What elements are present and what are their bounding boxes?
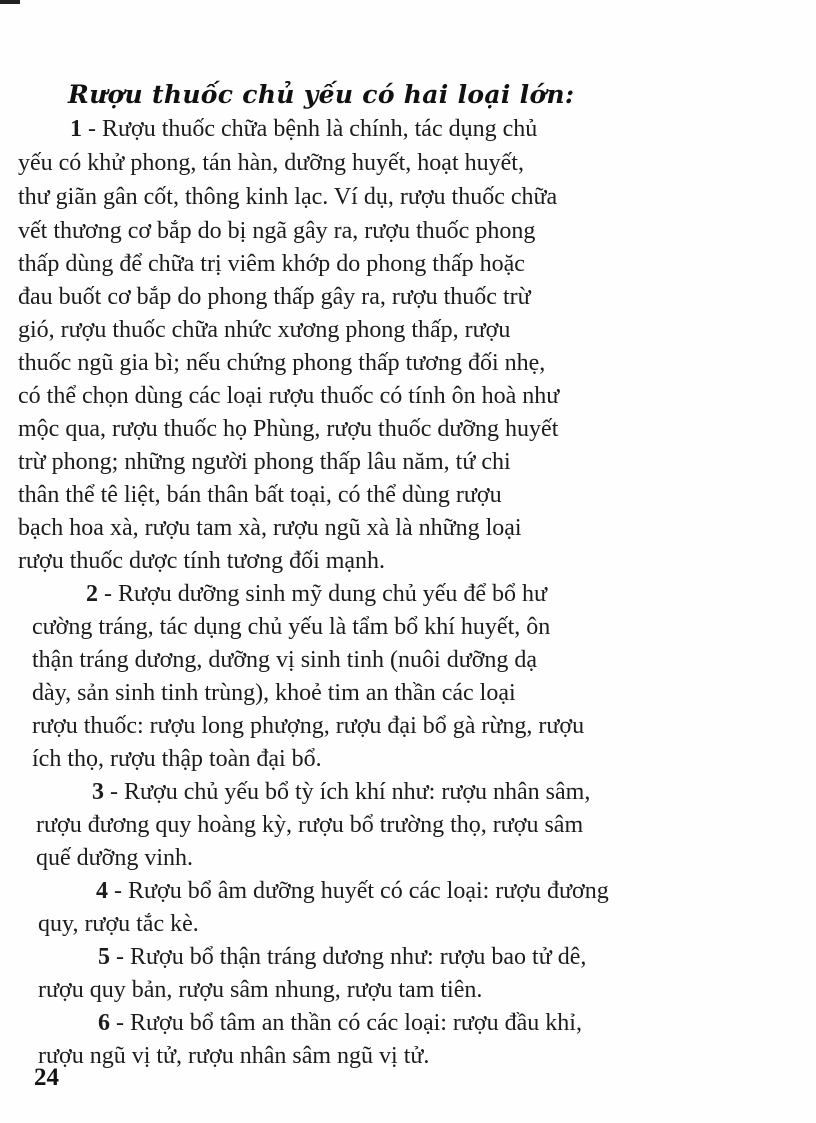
paragraph-line xyxy=(18,480,698,510)
line-text: - Rượu thuốc chữa bệnh là chính, tác dụng chủ xyxy=(82,116,538,142)
paragraph-line xyxy=(18,546,698,576)
paragraph-line xyxy=(18,513,698,543)
line-text: ích thọ, rượu thập toàn đại bổ. xyxy=(32,746,322,772)
item-number: 6 xyxy=(98,1010,110,1036)
item-number: 5 xyxy=(98,944,110,970)
line-text: gió, rượu thuốc chữa nhức xương phong thấp, rượu xyxy=(18,317,511,343)
paragraph-line xyxy=(18,381,698,411)
line-text: vết thương cơ bắp do bị ngã gây ra, rượu thuốc phong xyxy=(18,218,536,244)
scan-corner-mark xyxy=(0,0,20,4)
line-text: - Rượu bổ âm dưỡng huyết có các loại: rượu đương xyxy=(108,878,609,904)
paragraph-line xyxy=(32,711,712,741)
paragraph-line xyxy=(18,216,698,246)
line-text: yếu có khử phong, tán hàn, dưỡng huyết, hoạt huyết, xyxy=(18,150,524,176)
paragraph-line xyxy=(18,148,698,178)
paragraph-line xyxy=(38,975,718,1005)
line-text: - Rượu chủ yếu bổ tỳ ích khí như: rượu nhân sâm, xyxy=(104,779,591,805)
line-text: dày, sản sinh tinh trùng), khoẻ tim an thần các loại xyxy=(32,680,516,706)
paragraph-line xyxy=(86,579,766,609)
line-text: trừ phong; những người phong thấp lâu năm, tứ chi xyxy=(18,449,511,475)
line-text: thân thể tê liệt, bán thân bất toại, có thể dùng rượu xyxy=(18,482,502,508)
paragraph-line xyxy=(32,612,712,642)
line-text: bạch hoa xà, rượu tam xà, rượu ngũ xà là những loại xyxy=(18,515,522,541)
line-text: mộc qua, rượu thuốc họ Phùng, rượu thuốc dưỡng huyết xyxy=(18,416,559,442)
item-number: 3 xyxy=(92,779,104,805)
line-text: rượu thuốc dược tính tương đối mạnh. xyxy=(18,548,386,574)
item-number: 2 xyxy=(86,581,98,607)
section-heading: Rượu thuốc chủ yếu có hai loại lớn: xyxy=(68,80,575,109)
item-number: 4 xyxy=(96,878,108,904)
line-text: rượu ngũ vị tử, rượu nhân sâm ngũ vị tử. xyxy=(38,1043,430,1069)
paragraph-line xyxy=(70,114,750,144)
page-number: 24 xyxy=(34,1064,59,1091)
paragraph-line xyxy=(18,315,698,345)
line-text: quy, rượu tắc kè. xyxy=(38,911,199,937)
paragraph-line xyxy=(18,182,698,212)
paragraph-line xyxy=(36,843,716,873)
line-text: rượu thuốc: rượu long phượng, rượu đại bổ gà rừng, rượu xyxy=(32,713,585,739)
line-text: có thể chọn dùng các loại rượu thuốc có tính ôn hoà như xyxy=(18,383,560,409)
line-text: rượu đương quy hoàng kỳ, rượu bổ trường thọ, rượu sâm xyxy=(36,812,584,838)
paragraph-line xyxy=(18,282,698,312)
line-text: - Rượu dưỡng sinh mỹ dung chủ yếu để bổ hư xyxy=(98,581,548,607)
line-text: thận tráng dương, dưỡng vị sinh tinh (nuôi dưỡng dạ xyxy=(32,647,538,673)
line-text: rượu quy bản, rượu sâm nhung, rượu tam tiên. xyxy=(38,977,483,1003)
paragraph-line xyxy=(18,447,698,477)
item-number: 1 xyxy=(70,116,82,142)
paragraph-line xyxy=(32,645,712,675)
line-text: quế dưỡng vinh. xyxy=(36,845,194,871)
paragraph-line xyxy=(36,810,716,840)
paragraph-line xyxy=(18,348,698,378)
line-text: thấp dùng để chữa trị viêm khớp do phong thấp hoặc xyxy=(18,251,525,277)
paragraph-line xyxy=(32,678,712,708)
line-text: đau buốt cơ bắp do phong thấp gây ra, rượu thuốc trừ xyxy=(18,284,531,310)
paragraph-line xyxy=(18,414,698,444)
line-text: - Rượu bổ tâm an thần có các loại: rượu đầu khỉ, xyxy=(110,1010,582,1036)
paragraph-line xyxy=(98,942,778,972)
paragraph-line xyxy=(96,876,776,906)
line-text: thư giãn gân cốt, thông kinh lạc. Ví dụ, rượu thuốc chữa xyxy=(18,184,558,210)
line-text: cường tráng, tác dụng chủ yếu là tẩm bổ khí huyết, ôn xyxy=(32,614,551,640)
paragraph-line xyxy=(18,249,698,279)
paragraph-line xyxy=(38,1041,718,1071)
line-text: thuốc ngũ gia bì; nếu chứng phong thấp tương đối nhẹ, xyxy=(18,350,546,376)
paragraph-line xyxy=(98,1008,778,1038)
line-text: - Rượu bổ thận tráng dương như: rượu bao tử dê, xyxy=(110,944,587,970)
paragraph-line xyxy=(92,777,772,807)
paragraph-line xyxy=(32,744,712,774)
paragraph-line xyxy=(38,909,718,939)
